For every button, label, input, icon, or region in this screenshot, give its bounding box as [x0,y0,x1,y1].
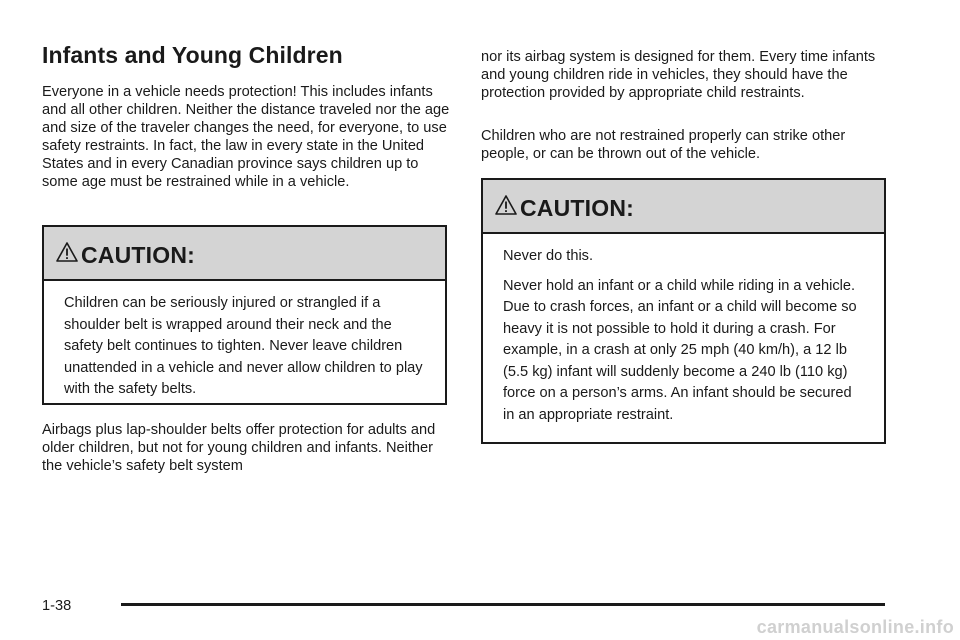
warning-triangle-icon [495,194,517,216]
page-number: 1-38 [42,598,72,614]
caution-box-holding [481,178,886,444]
page-title: Infants and Young Children [42,42,343,68]
caution-text: Never hold an infant or a child while riding in a vehicle. Due to crash forces, an infant or a child will become so heavy it is not possible to hold it during a crash. For example, in a crash at only 25 mph (40 km/h), a 12 lb (5.5 kg) infant will suddenly become a 240 lb (110 kg) force on a person’s arms. An infant should be secured in an appropriate restraint. [503,277,857,423]
warning-triangle-icon [56,241,78,263]
caution-label: CAUTION: [81,241,196,268]
children-paragraph: Children who are not restrained properly can strike other people, or can be thrown out of the vehicle. [481,128,846,162]
caution-box-belt [42,225,447,405]
airbags-paragraph: Airbags plus lap-shoulder belts offer protection for adults and older children, but not for young children and infants. Neither the vehicle’s safety belt system [42,422,436,474]
caution-header [44,227,445,281]
caution-body [44,281,445,401]
caution-body [483,234,884,426]
caution-header [483,180,884,234]
watermark: carmanualsonline.info [756,617,954,637]
intro-paragraph: Everyone in a vehicle needs protection! This includes infants and all other children. Neither the distance traveled nor the age and size of the traveler changes the need, for everyone, to use safety restraints. In fact, the law in every state in the United States and in every Canadian province says children up to some age must be restrained while in a vehicle. [42,84,450,190]
caution-text: Children can be seriously injured or strangled if a shoulder belt is wrapped around their neck and the safety belt continues to tighten. Never leave children unattended in a vehicle and never allow children to play with the safety belts. [64,295,423,397]
caution-label: CAUTION: [520,194,635,221]
footer-rule [121,603,885,606]
continuation-paragraph: nor its airbag system is designed for them. Every time infants and young children ride in vehicles, they should have the protection provided by appropriate child restraints. [481,49,876,101]
caution-line-never: Never do this. [503,248,594,264]
